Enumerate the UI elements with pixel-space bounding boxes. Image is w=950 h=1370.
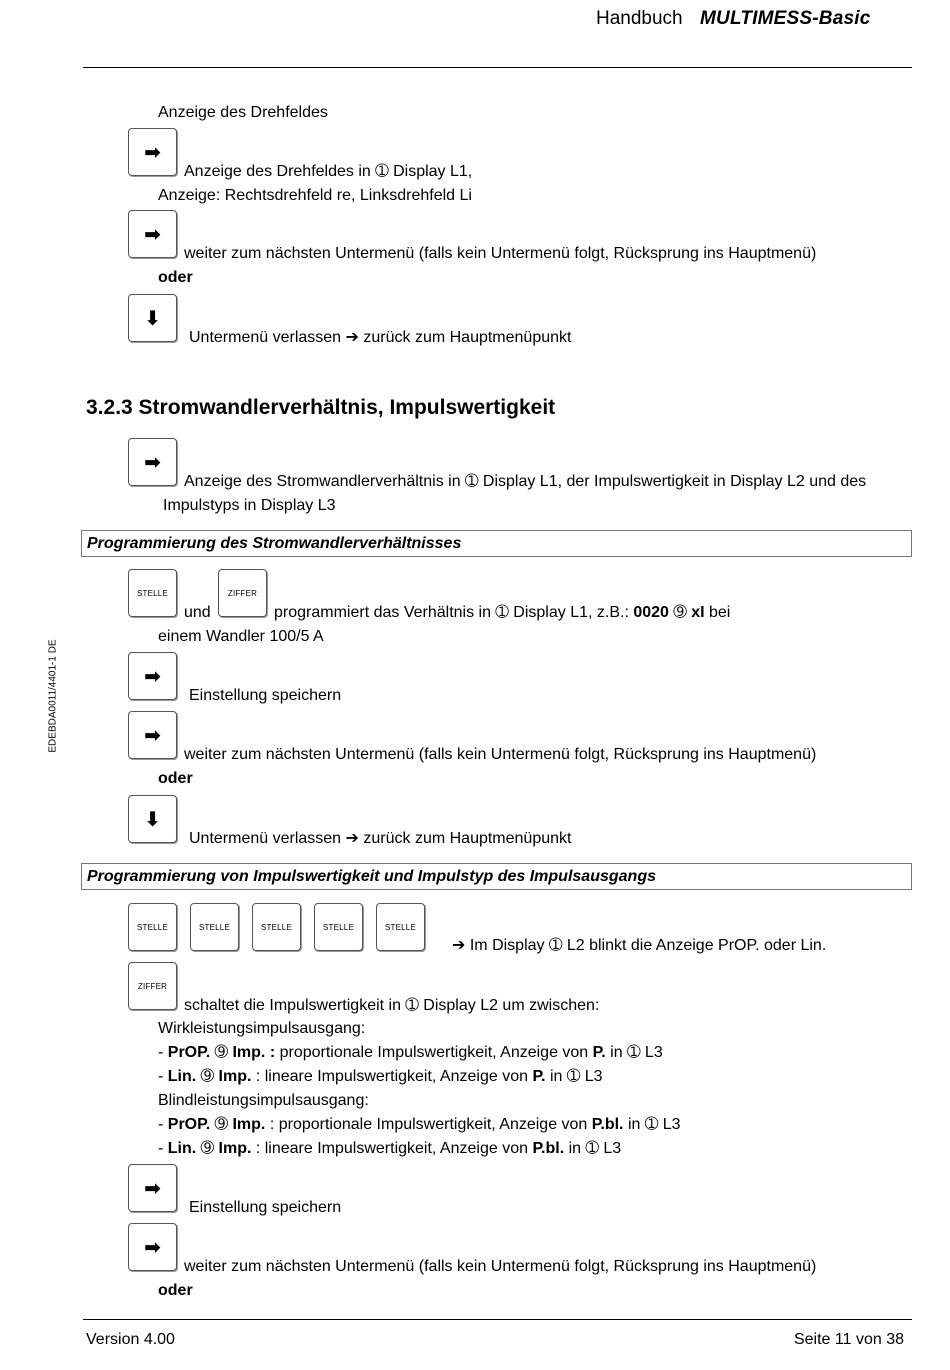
stelle-key-button[interactable]: STELLE	[252, 903, 301, 951]
lin-imp-term: Lin. ➈ Imp.	[167, 1068, 252, 1085]
stelle-key-button[interactable]: STELLE	[190, 903, 239, 951]
ziffer-key-button[interactable]: ZIFFER	[128, 962, 177, 1010]
footer-page-number: Seite 11 von 38	[793, 1331, 904, 1348]
prop-imp-term: PrOP. ➈ Imp. :	[167, 1044, 276, 1061]
ct-program-tail: bei	[704, 604, 731, 621]
programming-box-ct: Programmierung des Stromwandlerverhältnisses	[81, 530, 912, 557]
prop-desc: proportionale Impulswertigkeit, Anzeige von	[275, 1044, 593, 1061]
right-key-button[interactable]: ➡	[128, 128, 177, 176]
oder-text: oder	[158, 770, 193, 787]
reactive-output-label: Blindleistungsimpulsausgang:	[158, 1092, 369, 1109]
bullet-dash: -	[158, 1068, 168, 1085]
ct-program-text	[274, 603, 730, 623]
oder-text: oder	[158, 1282, 193, 1299]
p-term: P.	[592, 1044, 606, 1061]
pbl-term: P.bl.	[591, 1116, 624, 1133]
stelle-key-button[interactable]: STELLE	[376, 903, 425, 951]
right-key-button[interactable]: ➡	[128, 438, 177, 486]
p-term: P.	[532, 1068, 546, 1085]
prop-imp-term: PrOP. ➈ Imp.	[167, 1116, 266, 1133]
reactive-lin-line	[158, 1139, 621, 1159]
leave-submenu-text: Untermenü verlassen ➔ zurück zum Hauptmenüpunkt	[189, 329, 572, 346]
blink-text: ➔ Im Display ➀ L2 blinkt die Anzeige PrOP. oder Lin.	[452, 937, 827, 954]
section-title: 3.2.3 Stromwandlerverhältnis, Impulswertigkeit	[86, 396, 556, 419]
oder-text: oder	[158, 269, 193, 286]
ct-program-line2: einem Wandler 100/5 A	[158, 628, 324, 645]
save-setting-text: Einstellung speichern	[189, 687, 342, 704]
ct-program-value: 0020 ➈ xI	[633, 604, 705, 621]
drehfeld-line2: Anzeige: Rechtsdrehfeld re, Linksdrehfeld Li	[158, 187, 472, 204]
right-key-button[interactable]: ➡	[128, 652, 177, 700]
l3-ref: in ➀ L3	[564, 1140, 622, 1157]
lin-desc: : lineare Impulswertigkeit, Anzeige von	[251, 1068, 533, 1085]
header-brand: MULTIMESS-Basic	[700, 8, 871, 29]
right-key-button[interactable]: ➡	[128, 210, 177, 258]
l3-ref: in ➀ L3	[545, 1068, 603, 1085]
pbl-term: P.bl.	[532, 1140, 565, 1157]
section-heading-drehfeld: Anzeige des Drehfeldes	[158, 104, 328, 121]
drehfeld-line1: Anzeige des Drehfeldes in ➀ Display L1,	[184, 163, 473, 180]
side-document-code: EDEBDA0011/4401-1 DE	[47, 639, 59, 753]
switch-text: schaltet die Impulswertigkeit in ➀ Display L2 um zwischen:	[184, 997, 600, 1014]
ct-display-line2: Impulstyps in Display L3	[163, 497, 336, 514]
ct-display-line1: Anzeige des Stromwandlerverhältnis in ➀ Display L1, der Impulswertigkeit in Display L2 und des	[184, 473, 867, 490]
prop-desc: : proportionale Impulswertigkeit, Anzeige von	[265, 1116, 592, 1133]
und-text: und	[184, 604, 211, 621]
active-output-label: Wirkleistungsimpulsausgang:	[158, 1020, 366, 1037]
stelle-key-button[interactable]: STELLE	[314, 903, 363, 951]
programming-box-pulse: Programmierung von Impulswertigkeit und Impulstyp des Impulsausgangs	[81, 863, 912, 890]
next-submenu-text: weiter zum nächsten Untermenü (falls kein Untermenü folgt, Rücksprung ins Hauptmenü)	[184, 1258, 817, 1275]
right-key-button[interactable]: ➡	[128, 1223, 177, 1271]
active-prop-line	[158, 1043, 663, 1063]
reactive-prop-line	[158, 1115, 681, 1135]
right-key-button[interactable]: ➡	[128, 1164, 177, 1212]
down-key-button[interactable]: ⬇	[128, 294, 177, 342]
save-setting-text: Einstellung speichern	[189, 1199, 342, 1216]
ct-program-prefix: programmiert das Verhältnis in ➀ Display L1, z.B.:	[274, 604, 634, 621]
ziffer-key-button[interactable]: ZIFFER	[218, 569, 267, 617]
stelle-key-button[interactable]: STELLE	[128, 569, 177, 617]
footer-version: Version 4.00	[86, 1331, 175, 1348]
down-key-button[interactable]: ⬇	[128, 795, 177, 843]
footer-rule	[83, 1319, 912, 1320]
bullet-dash: -	[158, 1140, 168, 1157]
bullet-dash: -	[158, 1116, 168, 1133]
header-rule	[83, 67, 912, 68]
l3-ref: in ➀ L3	[623, 1116, 681, 1133]
leave-submenu-text: Untermenü verlassen ➔ zurück zum Hauptmenüpunkt	[189, 830, 572, 847]
next-submenu-text: weiter zum nächsten Untermenü (falls kein Untermenü folgt, Rücksprung ins Hauptmenü)	[184, 746, 817, 763]
stelle-key-button[interactable]: STELLE	[128, 903, 177, 951]
right-key-button[interactable]: ➡	[128, 711, 177, 759]
lin-imp-term: Lin. ➈ Imp.	[167, 1140, 252, 1157]
lin-desc: : lineare Impulswertigkeit, Anzeige von	[251, 1140, 533, 1157]
next-submenu-text: weiter zum nächsten Untermenü (falls kein Untermenü folgt, Rücksprung ins Hauptmenü)	[184, 245, 817, 262]
bullet-dash: -	[158, 1044, 168, 1061]
header-title: Handbuch	[596, 8, 683, 29]
l3-ref: in ➀ L3	[605, 1044, 663, 1061]
active-lin-line	[158, 1067, 603, 1087]
